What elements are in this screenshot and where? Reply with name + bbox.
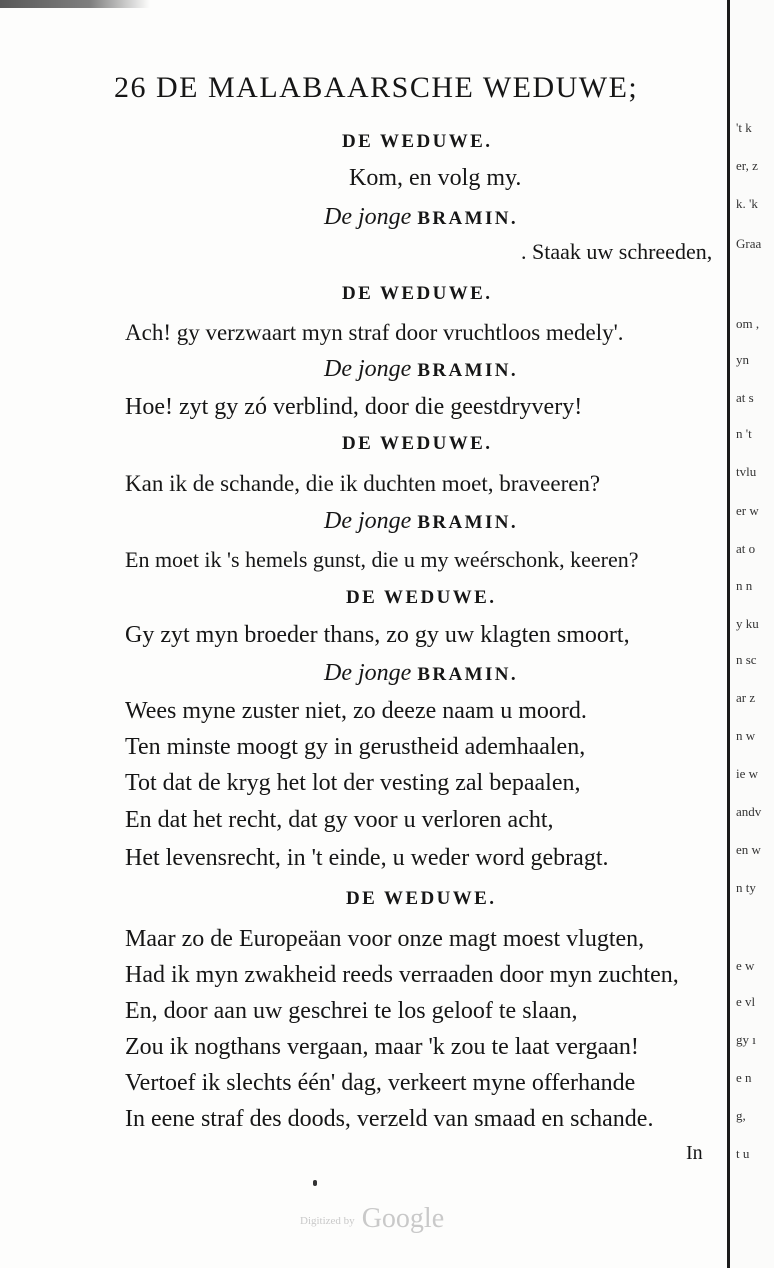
verse-line: Had ik myn zwakheid reeds verraaden door myn zuchten, <box>125 962 679 988</box>
bleed-fragment: n ty <box>736 880 756 895</box>
verse-line: In eene straf des doods, verzeld van smaad en schande. <box>125 1106 654 1132</box>
google-logo: Google <box>361 1203 445 1234</box>
verse-line: Vertoef ik slechts één' dag, verkeert myne offerhande <box>125 1070 636 1096</box>
bleed-fragment: ar z <box>736 690 756 705</box>
bleed-fragment: y ku <box>736 616 759 631</box>
verse-line: Kan ik de schande, die ik duchten moet, braveeren? <box>125 471 601 496</box>
speaker-widow: DE WEDUWE. <box>346 587 497 608</box>
bleed-fragment: e w <box>736 958 755 973</box>
speaker-bramin-prefix: De jonge <box>324 204 412 230</box>
verse-line: Zou ik nogthans vergaan, maar 'k zou te laat vergaan! <box>125 1034 639 1060</box>
bleed-fragment: Graa <box>736 236 762 251</box>
speaker-bramin <box>324 354 518 386</box>
bleed-fragment: n sc <box>736 652 757 667</box>
bleed-fragment: g, <box>736 1108 746 1123</box>
speaker-bramin-prefix: De jonge <box>324 660 412 686</box>
bleed-fragment: at o <box>736 541 756 556</box>
verse-line: Ach! gy verzwaart myn straf door vruchtloos medely'. <box>125 320 624 345</box>
bleed-fragment: 't k <box>736 120 752 135</box>
speaker-widow: DE WEDUWE. <box>342 433 493 454</box>
verse-line: En dat het recht, dat gy voor u verloren acht, <box>125 807 554 833</box>
bleed-fragment: er, z <box>736 158 758 173</box>
bleed-fragment: er w <box>736 503 759 518</box>
speaker-widow: DE WEDUWE. <box>342 283 493 304</box>
verse-line: Wees myne zuster niet, zo deeze naam u moord. <box>125 698 587 724</box>
verse-line: Gy zyt myn broeder thans, zo gy uw klagten smoort, <box>125 622 630 648</box>
speaker-widow: DE WEDUWE. <box>346 888 497 909</box>
verse-line: Hoe! zyt gy zó verblind, door die geestdryvery! <box>125 394 583 420</box>
verse-line: Maar zo de Europeäan voor onze magt moest vlugten, <box>125 926 645 952</box>
verse-line: Kom, en volg my. <box>349 165 522 191</box>
bleed-fragment: ie w <box>736 766 759 781</box>
verse-line: En moet ik 's hemels gunst, die u my weérschonk, keeren? <box>125 547 639 572</box>
bleed-fragment: yn <box>736 352 749 367</box>
speaker-bramin-name: BRAMIN. <box>417 208 519 229</box>
bleed-fragment: e vl <box>736 994 756 1009</box>
bleed-fragment: t u <box>736 1146 750 1161</box>
bleed-fragment: gy ı <box>736 1032 756 1047</box>
catchword: In <box>686 1142 703 1164</box>
speaker-bramin-name: BRAMIN. <box>417 512 519 533</box>
speaker-bramin <box>324 658 518 690</box>
speaker-bramin-name: BRAMIN. <box>417 360 519 381</box>
bleed-fragment: at s <box>736 390 754 405</box>
verse-line: . Staak uw schreeden, <box>521 239 713 264</box>
bleed-fragment: e n <box>736 1070 752 1085</box>
speaker-bramin-prefix: De jonge <box>324 508 412 534</box>
watermark-prefix: Digitized by <box>300 1215 355 1227</box>
speaker-bramin <box>324 506 518 538</box>
ink-speck <box>313 1180 317 1186</box>
bleed-fragment: k. 'k <box>736 196 758 211</box>
bleed-fragment: tvlu <box>736 464 757 479</box>
verse-line: En, door aan uw geschrei te los geloof te slaan, <box>125 998 578 1024</box>
speaker-bramin-prefix: De jonge <box>324 356 412 382</box>
verse-line: Ten minste moogt gy in gerustheid ademhaalen, <box>125 734 586 760</box>
bleed-fragment: n n <box>736 578 753 593</box>
bleed-fragment: n w <box>736 728 756 743</box>
bleed-fragment: en w <box>736 842 761 857</box>
verse-line: Het levensrecht, in 't einde, u weder word gebragt. <box>125 845 609 871</box>
bleed-fragment: andv <box>736 804 762 819</box>
speaker-bramin-name: BRAMIN. <box>417 664 519 685</box>
bleed-fragment: om , <box>736 316 760 331</box>
verse-line: Tot dat de kryg het lot der vesting zal bepaalen, <box>125 770 581 796</box>
facing-page-bleed <box>727 0 774 1268</box>
digitized-watermark <box>300 1203 444 1235</box>
speaker-bramin <box>324 202 518 234</box>
running-header: 26 DE MALABAARSCHE WEDUWE; <box>114 71 639 104</box>
speaker-widow: DE WEDUWE. <box>342 131 493 152</box>
bleed-fragment: n 't <box>736 426 752 441</box>
